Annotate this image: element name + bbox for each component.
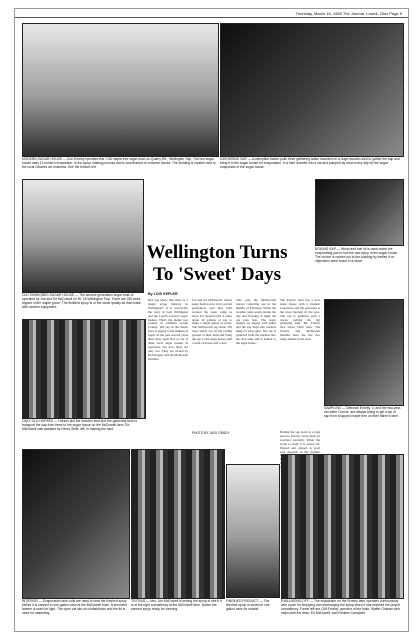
caption-horses: ONLY OLD HORSES — Horses pull the wooden sled and the gathering tank to transport the sap from trees to the sugar house on the McDowell farm. Ed McDowell was assisted by Henry Sells, left, in making the haul. — [22, 419, 138, 431]
byline: By LOIS KEPLER — [148, 292, 178, 296]
horses-sled-photo — [22, 319, 146, 419]
caption-evaporating: EVALUATING OFF — The evaporator on the Erneby farm operates continuously with a pan for emptying and discharging the syrup when it has reached the proper consistency. Forest left are Cliff Erneby, operator of the bush; Walter Gutman who helps with the work; Ed McDowell; and Reuben Campbell. — [281, 599, 401, 615]
interior-photo — [22, 449, 130, 599]
page-header — [15, 11, 408, 16]
old-sugar-house-photo — [22, 179, 144, 293]
evaporator-crew-photo — [281, 454, 404, 599]
caption-boiling-sap: BOILING SAP — Wood and fuel oil is used under the evaporating pan to boil the raw syrup in the sugar house. The choice is carried out to the building by kettles if no objections were found in a stove. — [315, 247, 399, 263]
headline — [142, 242, 292, 286]
caption-modern-sugar-house: MODERN SUGAR HOUSE — Don Erneby operates this 7-66 maple tree sugar bush on Quarry Rd., Wellington Twp. The two sugar house uses 13 modern evaporator. In the syrup making process and is constructed of concrete blocks. The building is located next to the local Cleaves ice business. See the bottom left — [22, 157, 216, 169]
photo-credit: PHOTO BY JACK GRADY — [192, 431, 230, 435]
headline-line-2: To 'Sweet' Days — [152, 264, 282, 285]
caption-gathering-sap: GATHERING SAP — A caterpillar tractor pulls three gathering tanks mounted on a huge wooden sled to gather the sap and bring it to the sugar house for evaporation. It is then drained into a vat and pumped by hand every day for the sugar evaporator in the sugar house. — [220, 157, 400, 169]
caption-interior: INTERIOR — Evaporation tank coils are used to heat the finished syrup before it is canned in one-gallon cans at the McDowell bush. A kerosene lantern is used for light. The open vat sits on cinderblocks and the lid is used for marketing. — [22, 599, 128, 615]
sugar-house-photo — [22, 23, 219, 157]
finished-product-photo — [226, 464, 280, 598]
article-column-3: This year the McDowells started collecting sap in the middle of February. When the weather turns warm during the day and freezing at night the sap runs best. The sugar maples are tapped with spiles and the sap drips into buckets hung on each spile. The sap is gathered from the buckets into the sled tank and is hauled to the sugar house. — [236, 298, 276, 345]
article-column-1: Did you know that there is a maple syrup industry in Wellington? It is practically the story of both Wellington and the Lorain County's sugar bushes. That's the maple tree country in southern Lorain County. The sap in the maple trees is tapped to the making of sugar. In the past several years there have been five or six of these local sugar bushes in operation, but now there are only two. They are owned by Don Erneby and the McDowell brothers. — [148, 298, 189, 361]
caption-testing: TESTING — Mrs. Joe McDowell is testing the syrup to see if it is of the right consistency at the McDowell farm. Notice the canned syrup ready for canning. — [131, 599, 222, 611]
article-column-4: The Erneby farm has a new sugar house with a modern evaporator and the operation is the most modern in the area. The sap is gathered with a tractor pulling the big gathering tank. Mr. Erneby taps about 1600 trees. The Erneby and McDowell families have the last two sugar bushes in the area. — [280, 298, 320, 342]
header-rule — [15, 17, 408, 18]
boiling-sap-photo — [315, 179, 404, 246]
header-text: Thursday, March 18, 1965 The Journal, Lowell, Ohio Page 5 — [295, 11, 402, 16]
gathering-sap-photo — [220, 23, 404, 157]
caption-finished-product: FINISHED PRODUCT — The finished syrup is stored in one gallon cans for market. — [226, 599, 270, 611]
headline-line-1: Wellington Turns — [146, 242, 288, 263]
caption-sampling: SAMPLING — Deborah Erneby, 4, and her two-year-old sister Connie, are always trying to get a sip of sap from a tapped maple tree on their father's farm. — [324, 406, 402, 418]
article-column-5: Boiling the sap down is a long process and the syrup must be watched carefully. When the syrup is ready it is drawn off, filtered and canned. A good year depends on the weather — [280, 430, 320, 454]
article-column-2: Joe and Ed McDowell, whose sugar bush is now in its second generation, says they both worked the sugar camp as boys. Ed reported that it takes about 40 gallons of sap to make a single gallon of syrup. The McDowells tap about 250 trees which are on the rolling ground of their farm and bring the sap to the sugar house with a team of horses and a sled. — [192, 298, 232, 345]
caption-old-sugar-house: OLD FASHIONED SUGAR HOUSE — The second generation sugar bush is operated by Joe and Ed McDowell on Rt. 18 Wellington Twp. There are 250 trees tapped in the maple grove. The finished syrup is of the same quality as that made with modern equipment. — [22, 293, 141, 309]
sampling-photo — [324, 299, 404, 406]
testing-photo — [131, 449, 225, 599]
newspaper-page — [14, 8, 409, 632]
